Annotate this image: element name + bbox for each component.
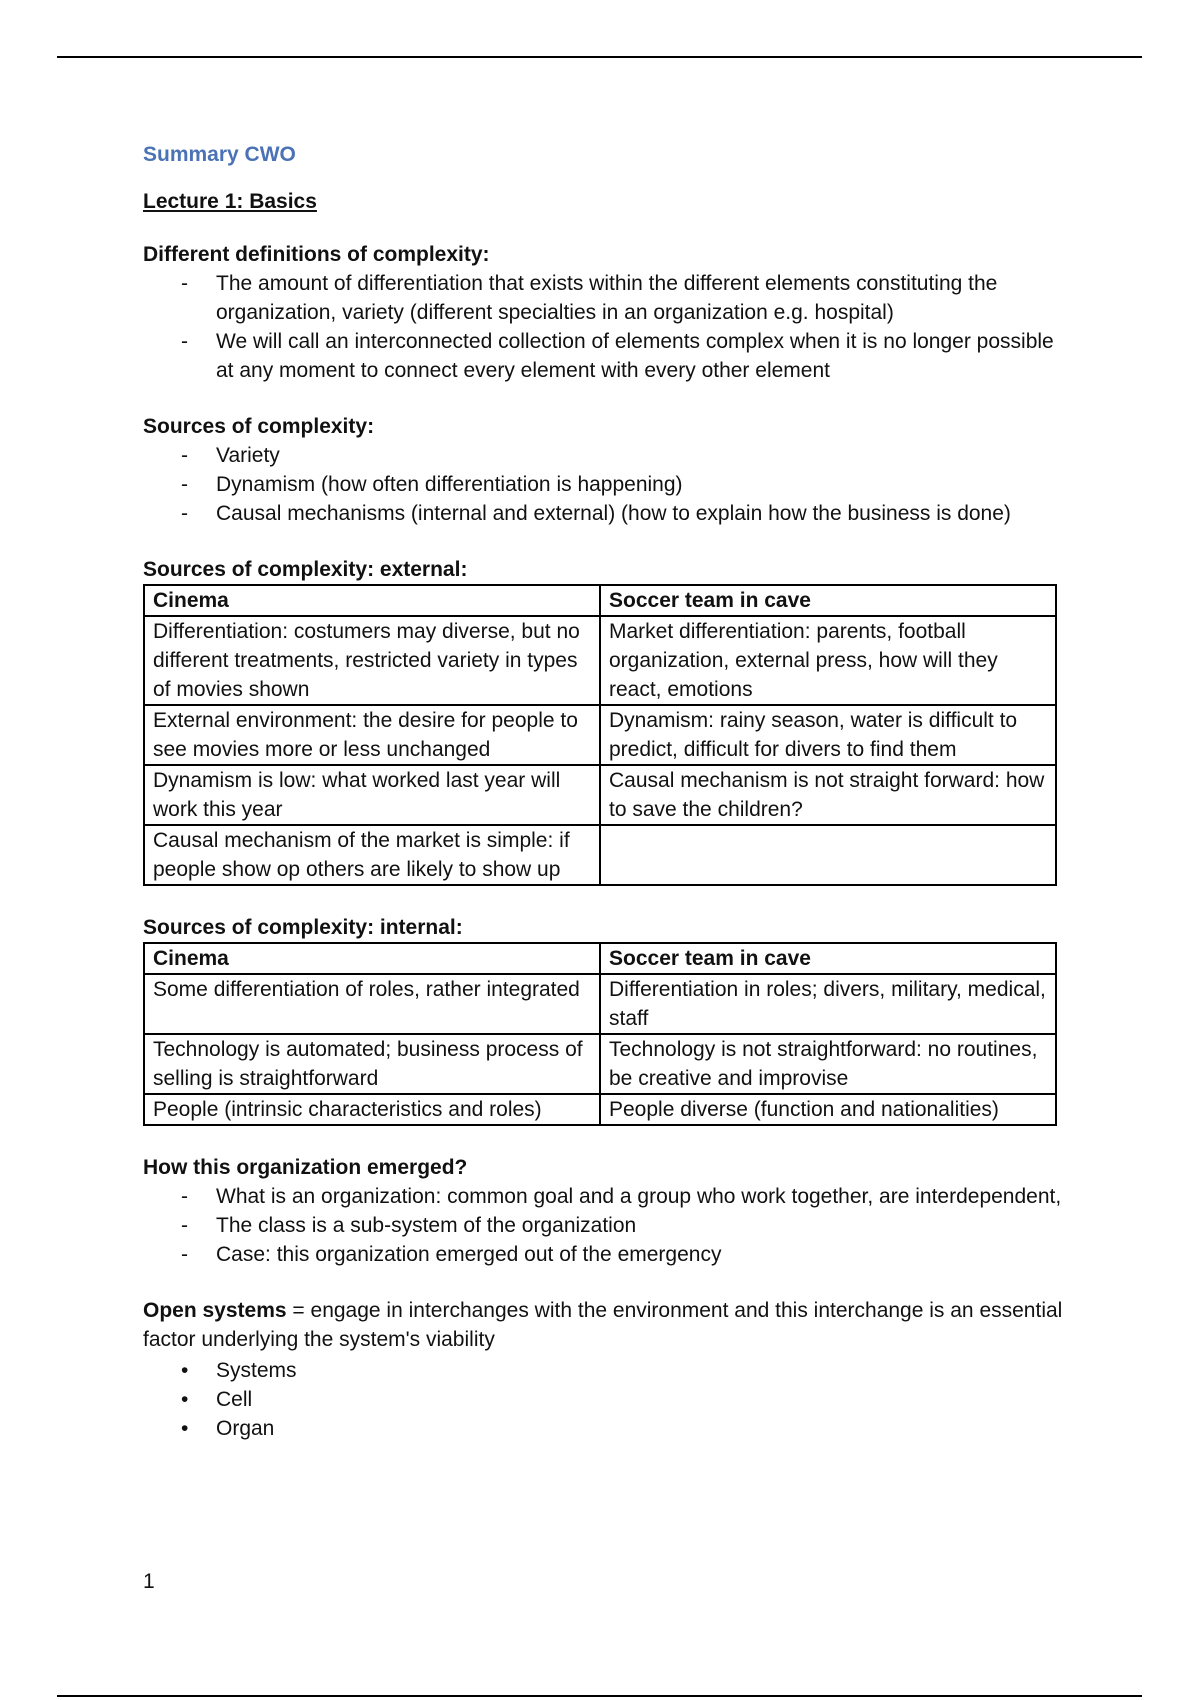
table-cell: Differentiation: costumers may diverse, but no different treatments, restricted variety in types of movies shown (144, 616, 600, 705)
internal-heading: Sources of complexity: internal: (143, 916, 463, 939)
table-cell: External environment: the desire for people to see movies more or less unchanged (144, 705, 600, 765)
sources-heading: Sources of complexity: (143, 415, 375, 438)
open-systems-paragraph (143, 1296, 1063, 1354)
table-header-row (144, 943, 1056, 974)
column-header: Soccer team in cave (600, 943, 1056, 974)
list-item: - What is an organization: common goal and a group who work together, are interdependent, (143, 1182, 1063, 1211)
document-body (143, 140, 1063, 1473)
table-row (144, 765, 1056, 825)
header-rule (57, 56, 1142, 58)
table-cell: Technology is automated; business process of selling is straightforward (144, 1034, 600, 1094)
list-item: - Variety (143, 441, 1063, 470)
definitions-list (143, 269, 1063, 385)
table-cell: Dynamism: rainy season, water is difficult to predict, difficult for divers to find them (600, 705, 1056, 765)
table-row (144, 705, 1056, 765)
table-cell: People diverse (function and nationalities) (600, 1094, 1056, 1125)
list-item: - The class is a sub-system of the organization (143, 1211, 1063, 1240)
table-cell: Technology is not straightforward: no routines, be creative and improvise (600, 1034, 1056, 1094)
table-cell: Some differentiation of roles, rather integrated (144, 974, 600, 1034)
table-cell: Market differentiation: parents, football organization, external press, how will they react, emotions (600, 616, 1056, 705)
list-item: - Dynamism (how often differentiation is happening) (143, 470, 1063, 499)
table-row (144, 1034, 1056, 1094)
column-header: Cinema (144, 943, 600, 974)
external-heading: Sources of complexity: external: (143, 558, 468, 581)
table-cell: Causal mechanism is not straight forward: how to save the children? (600, 765, 1056, 825)
table-header-row (144, 585, 1056, 616)
list-item: - Case: this organization emerged out of the emergency (143, 1240, 1063, 1269)
table-cell: Differentiation in roles; divers, military, medical, staff (600, 974, 1056, 1034)
table-cell: Causal mechanism of the market is simple: if people show op others are likely to show up (144, 825, 600, 885)
external-table (143, 584, 1057, 886)
page-number: 1 (143, 1570, 155, 1593)
table-row (144, 616, 1056, 705)
document-title: Summary CWO (143, 143, 296, 166)
table-cell: People (intrinsic characteristics and roles) (144, 1094, 600, 1125)
footer-rule (57, 1695, 1142, 1697)
definitions-heading: Different definitions of complexity: (143, 243, 490, 266)
internal-table (143, 942, 1057, 1126)
list-item: • Systems (143, 1356, 1063, 1385)
open-systems-term: Open systems (143, 1299, 287, 1322)
table-row (144, 825, 1056, 885)
column-header: Cinema (144, 585, 600, 616)
list-item: • Cell (143, 1385, 1063, 1414)
list-item: - We will call an interconnected collection of elements complex when it is no longer possible at any moment to connect every element with every other element (143, 327, 1063, 385)
emerged-heading: How this organization emerged? (143, 1156, 468, 1179)
list-item: - Causal mechanisms (internal and external) (how to explain how the business is done) (143, 499, 1063, 528)
open-systems-list (143, 1356, 1063, 1443)
lecture-heading: Lecture 1: Basics (143, 190, 317, 213)
column-header: Soccer team in cave (600, 585, 1056, 616)
list-item: • Organ (143, 1414, 1063, 1443)
table-cell (600, 825, 1056, 885)
table-cell: Dynamism is low: what worked last year will work this year (144, 765, 600, 825)
emerged-list (143, 1182, 1063, 1269)
table-row (144, 974, 1056, 1034)
open-systems-definition: = engage in interchanges with the environment and this interchange is an essential factor underlying the system's viability (143, 1299, 1063, 1351)
list-item: - The amount of differentiation that exists within the different elements constituting the organization, variety (different specialties in an organization e.g. hospital) (143, 269, 1063, 327)
sources-list (143, 441, 1063, 528)
table-row (144, 1094, 1056, 1125)
